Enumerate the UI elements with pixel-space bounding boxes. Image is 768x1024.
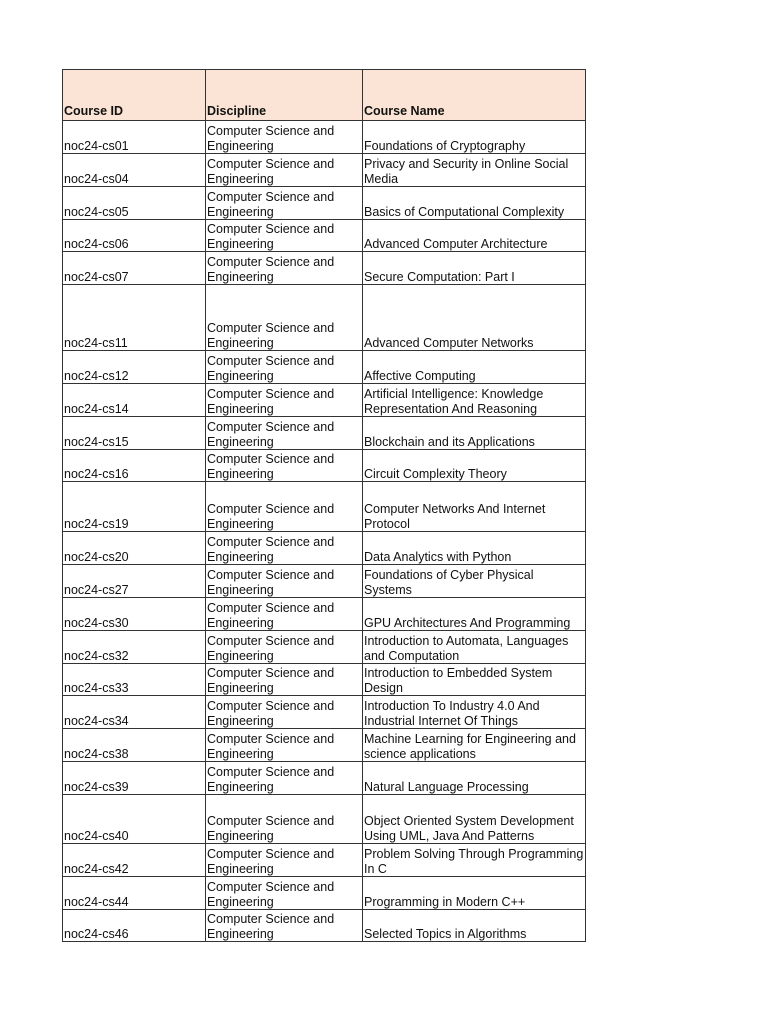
course-name-cell: Secure Computation: Part I <box>363 252 586 285</box>
discipline-cell: Computer Science and Engineering <box>206 762 363 795</box>
discipline-cell: Computer Science and Engineering <box>206 384 363 417</box>
discipline-cell: Computer Science and Engineering <box>206 696 363 729</box>
course-id-cell: noc24-cs40 <box>63 795 206 844</box>
table-row <box>63 417 586 450</box>
discipline-cell: Computer Science and Engineering <box>206 795 363 844</box>
course-id-cell: noc24-cs11 <box>63 285 206 351</box>
table-body <box>63 121 586 942</box>
discipline-cell: Computer Science and Engineering <box>206 252 363 285</box>
course-id-cell: noc24-cs34 <box>63 696 206 729</box>
discipline-cell: Computer Science and Engineering <box>206 482 363 532</box>
course-name-cell: Foundations of Cyber Physical Systems <box>363 565 586 598</box>
table-row <box>63 121 586 154</box>
course-id-cell: noc24-cs33 <box>63 664 206 696</box>
discipline-cell: Computer Science and Engineering <box>206 565 363 598</box>
course-id-cell: noc24-cs27 <box>63 565 206 598</box>
course-name-cell: Circuit Complexity Theory <box>363 450 586 482</box>
table-row <box>63 154 586 187</box>
header-row <box>63 70 586 121</box>
table-row <box>63 220 586 252</box>
course-id-cell: noc24-cs05 <box>63 187 206 220</box>
course-name-cell: Object Oriented System Development Using UML, Java And Patterns <box>363 795 586 844</box>
discipline-cell: Computer Science and Engineering <box>206 351 363 384</box>
table-row <box>63 631 586 664</box>
table-row <box>63 187 586 220</box>
course-name-cell: Blockchain and its Applications <box>363 417 586 450</box>
discipline-cell: Computer Science and Engineering <box>206 910 363 942</box>
course-id-cell: noc24-cs07 <box>63 252 206 285</box>
header-course-id: Course ID <box>63 70 206 121</box>
discipline-cell: Computer Science and Engineering <box>206 729 363 762</box>
table-row <box>63 532 586 565</box>
discipline-cell: Computer Science and Engineering <box>206 844 363 877</box>
table-row <box>63 795 586 844</box>
course-id-cell: noc24-cs30 <box>63 598 206 631</box>
discipline-cell: Computer Science and Engineering <box>206 877 363 910</box>
table-row <box>63 252 586 285</box>
course-id-cell: noc24-cs39 <box>63 762 206 795</box>
course-id-cell: noc24-cs14 <box>63 384 206 417</box>
discipline-cell: Computer Science and Engineering <box>206 187 363 220</box>
course-name-cell: GPU Architectures And Programming <box>363 598 586 631</box>
discipline-cell: Computer Science and Engineering <box>206 598 363 631</box>
course-name-cell: Selected Topics in Algorithms <box>363 910 586 942</box>
course-name-cell: Artificial Intelligence: Knowledge Representation And Reasoning <box>363 384 586 417</box>
discipline-cell: Computer Science and Engineering <box>206 220 363 252</box>
table-row <box>63 384 586 417</box>
course-id-cell: noc24-cs16 <box>63 450 206 482</box>
course-id-cell: noc24-cs38 <box>63 729 206 762</box>
discipline-cell: Computer Science and Engineering <box>206 532 363 565</box>
course-name-cell: Natural Language Processing <box>363 762 586 795</box>
course-id-cell: noc24-cs04 <box>63 154 206 187</box>
course-name-cell: Programming in Modern C++ <box>363 877 586 910</box>
course-id-cell: noc24-cs15 <box>63 417 206 450</box>
header-course-name: Course Name <box>363 70 586 121</box>
header-discipline: Discipline <box>206 70 363 121</box>
table-row <box>63 664 586 696</box>
discipline-cell: Computer Science and Engineering <box>206 631 363 664</box>
course-id-cell: noc24-cs01 <box>63 121 206 154</box>
course-name-cell: Problem Solving Through Programming In C <box>363 844 586 877</box>
course-id-cell: noc24-cs19 <box>63 482 206 532</box>
discipline-cell: Computer Science and Engineering <box>206 285 363 351</box>
table-row <box>63 351 586 384</box>
course-name-cell: Introduction To Industry 4.0 And Industrial Internet Of Things <box>363 696 586 729</box>
discipline-cell: Computer Science and Engineering <box>206 417 363 450</box>
course-id-cell: noc24-cs44 <box>63 877 206 910</box>
table-row <box>63 598 586 631</box>
course-name-cell: Advanced Computer Architecture <box>363 220 586 252</box>
course-id-cell: noc24-cs32 <box>63 631 206 664</box>
table-row <box>63 844 586 877</box>
discipline-cell: Computer Science and Engineering <box>206 154 363 187</box>
table-row <box>63 450 586 482</box>
course-name-cell: Introduction to Embedded System Design <box>363 664 586 696</box>
discipline-cell: Computer Science and Engineering <box>206 450 363 482</box>
discipline-cell: Computer Science and Engineering <box>206 121 363 154</box>
course-id-cell: noc24-cs06 <box>63 220 206 252</box>
course-name-cell: Machine Learning for Engineering and science applications <box>363 729 586 762</box>
table-row <box>63 696 586 729</box>
course-id-cell: noc24-cs20 <box>63 532 206 565</box>
course-id-cell: noc24-cs42 <box>63 844 206 877</box>
course-name-cell: Privacy and Security in Online Social Media <box>363 154 586 187</box>
discipline-cell: Computer Science and Engineering <box>206 664 363 696</box>
course-name-cell: Basics of Computational Complexity <box>363 187 586 220</box>
table-row <box>63 482 586 532</box>
table-row <box>63 285 586 351</box>
course-table <box>62 69 586 942</box>
table-row <box>63 729 586 762</box>
course-id-cell: noc24-cs12 <box>63 351 206 384</box>
course-name-cell: Computer Networks And Internet Protocol <box>363 482 586 532</box>
course-name-cell: Data Analytics with Python <box>363 532 586 565</box>
course-id-cell: noc24-cs46 <box>63 910 206 942</box>
course-name-cell: Affective Computing <box>363 351 586 384</box>
course-name-cell: Advanced Computer Networks <box>363 285 586 351</box>
table-row <box>63 565 586 598</box>
course-name-cell: Foundations of Cryptography <box>363 121 586 154</box>
table-row <box>63 910 586 942</box>
course-name-cell: Introduction to Automata, Languages and Computation <box>363 631 586 664</box>
table-row <box>63 762 586 795</box>
table-row <box>63 877 586 910</box>
